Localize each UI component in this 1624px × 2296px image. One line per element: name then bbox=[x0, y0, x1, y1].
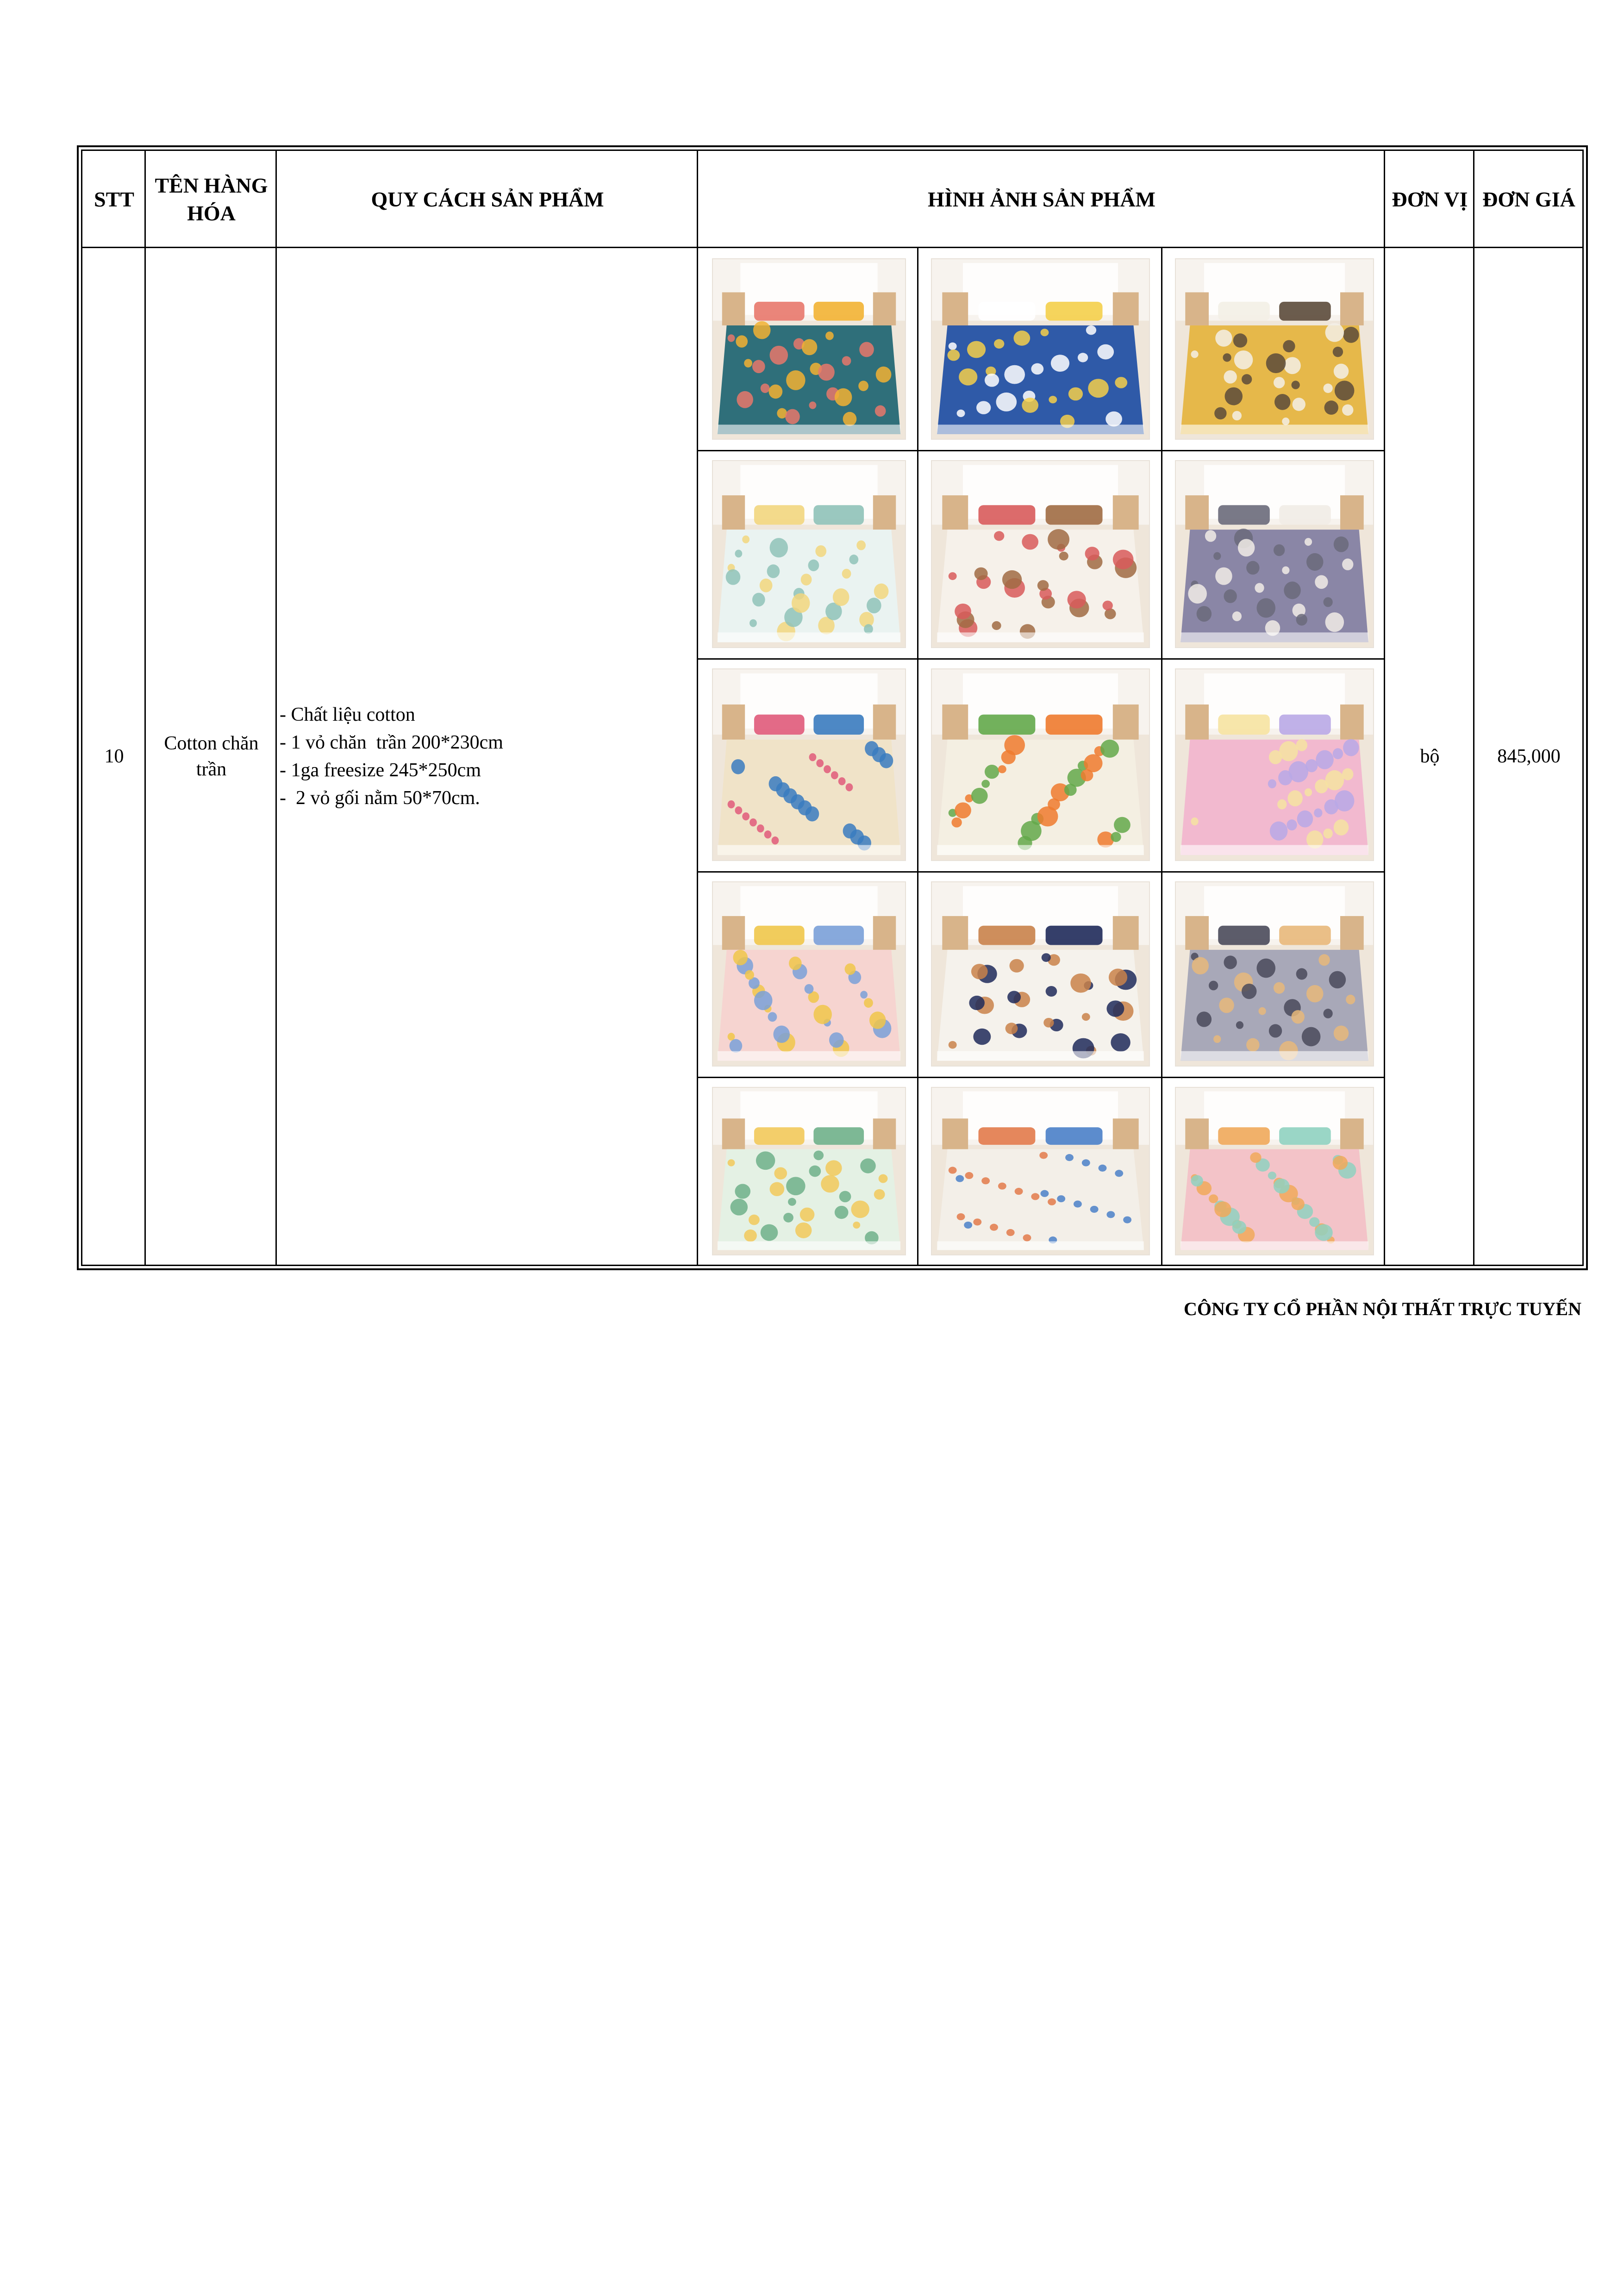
product-photo-blue-sunflower-pattern bbox=[931, 258, 1150, 440]
image-grid-divider bbox=[1161, 248, 1162, 1266]
product-photo-white-green-floral bbox=[712, 460, 906, 648]
cell-ten-hang-hoa: Cotton chăn trần bbox=[164, 733, 259, 780]
cell-stt: 10 bbox=[104, 746, 124, 767]
product-table-inner bbox=[81, 150, 1584, 1266]
product-photo-mint-floral bbox=[712, 1087, 906, 1255]
product-photo-pink-butterfly bbox=[712, 881, 906, 1067]
product-photo-grey-plaid bbox=[1175, 881, 1374, 1067]
spec-line: - 2 vỏ gối nằm 50*70cm. bbox=[280, 787, 480, 809]
image-grid-divider bbox=[698, 450, 1385, 451]
product-photo-pink-pastel-rainbow bbox=[1175, 668, 1374, 861]
spec-line: - 1ga freesize 245*250cm bbox=[280, 760, 481, 781]
image-grid-divider bbox=[698, 658, 1385, 660]
cell-don-gia: 845,000 bbox=[1497, 746, 1561, 767]
spec-line: - Chất liệu cotton bbox=[280, 704, 415, 725]
header-don-gia: ĐƠN GIÁ bbox=[1482, 187, 1575, 211]
image-grid-divider bbox=[917, 248, 918, 1266]
header-ten-hang-hoa: TÊN HÀNG HÓA bbox=[155, 174, 268, 225]
header-don-vi: ĐƠN VỊ bbox=[1392, 187, 1468, 211]
header-hinh-anh: HÌNH ẢNH SẢN PHẨM bbox=[928, 187, 1156, 211]
cell-don-vi: bộ bbox=[1420, 746, 1440, 767]
product-photo-teal-fruit-pattern bbox=[712, 258, 906, 440]
spec-list bbox=[280, 701, 503, 812]
spec-line: - 1 vỏ chăn trần 200*230cm bbox=[280, 732, 503, 753]
product-photo-white-teddy-bear bbox=[931, 460, 1150, 648]
header-stt: STT bbox=[94, 187, 134, 211]
product-photo-navy-heart-bear bbox=[931, 881, 1150, 1067]
product-photo-orange-fruit bbox=[931, 668, 1150, 861]
cell-quy-cach bbox=[277, 248, 698, 1265]
product-photo-pink-mint-watercolor bbox=[1175, 1087, 1374, 1255]
product-photo-grey-purple-stripe bbox=[1175, 460, 1374, 648]
product-photo-multicolor-leaf bbox=[712, 668, 906, 861]
product-photo-yellow-brown-stripe bbox=[1175, 258, 1374, 440]
header-quy-cach: QUY CÁCH SẢN PHẨM bbox=[371, 187, 604, 211]
image-grid-divider bbox=[698, 1077, 1385, 1078]
product-photo-white-feather bbox=[931, 1087, 1150, 1255]
image-grid-divider bbox=[698, 871, 1385, 873]
company-name: CÔNG TY CỔ PHẦN NỘI THẤT TRỰC TUYẾN bbox=[1183, 1298, 1581, 1319]
product-table bbox=[77, 145, 1588, 1270]
